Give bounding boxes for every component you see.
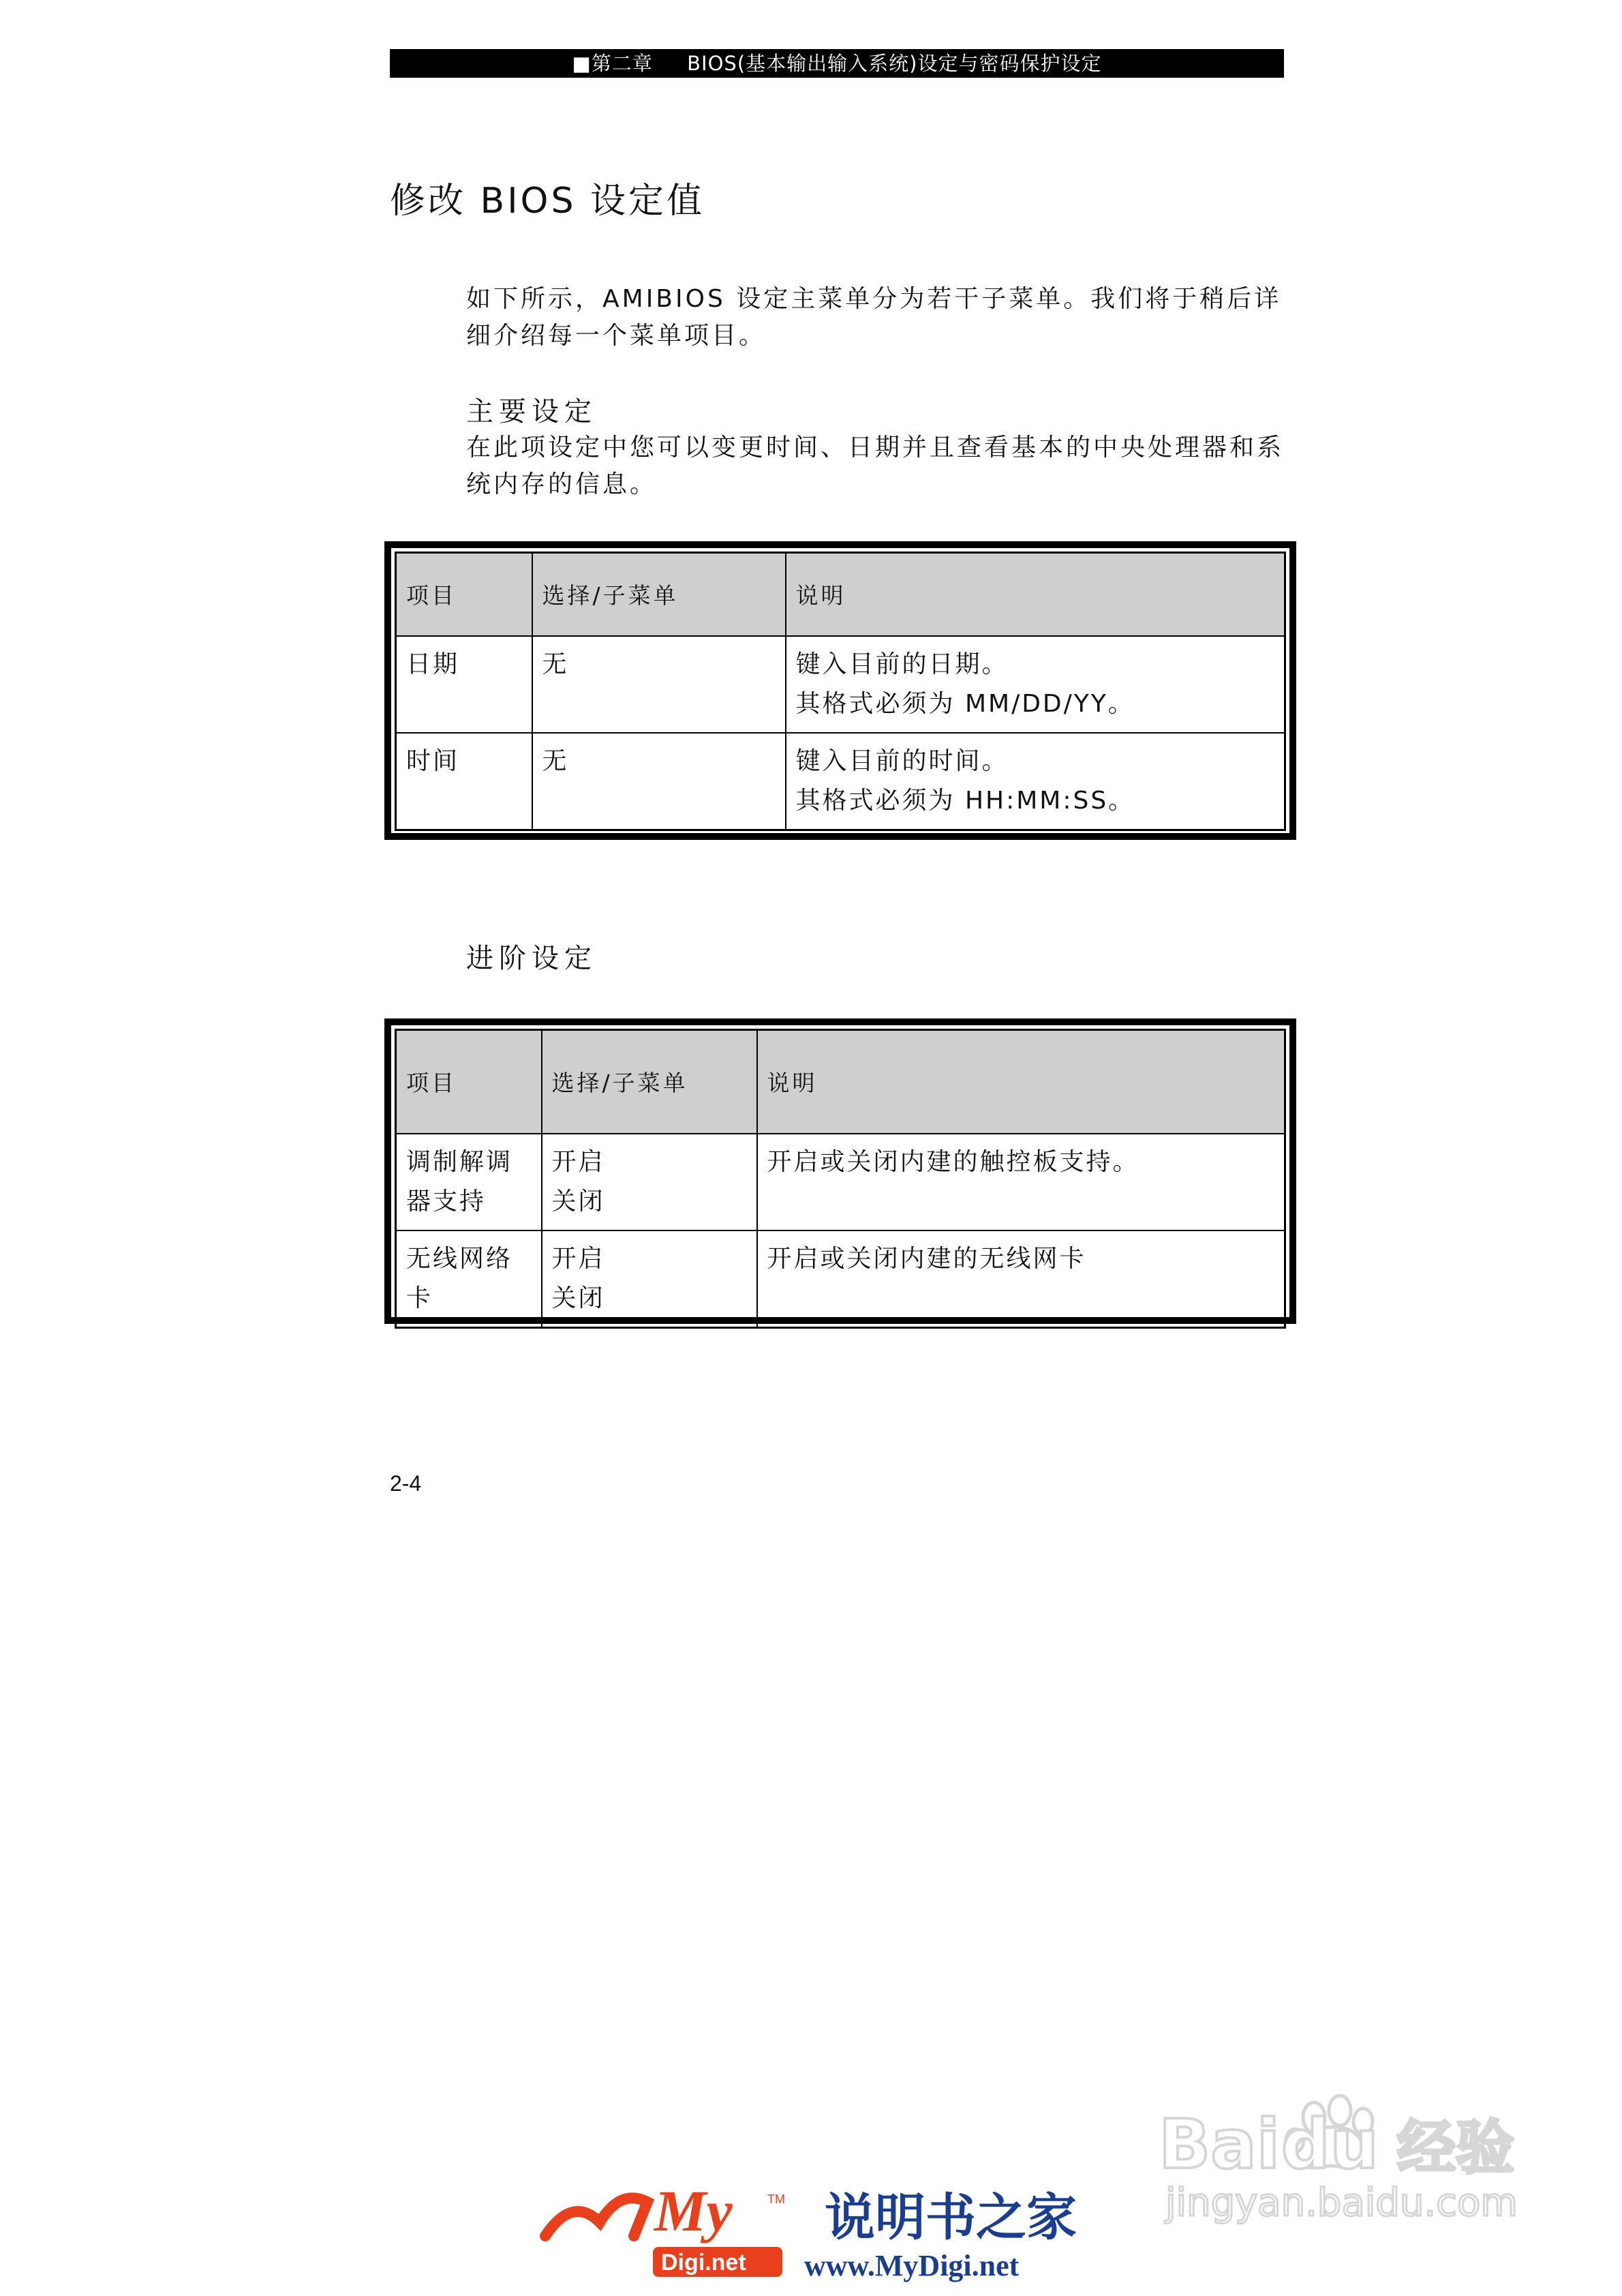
option-value: 关闭 <box>551 1284 605 1312</box>
cell-description: 开启或关闭内建的触控板支持。 <box>757 1134 1285 1230</box>
table-row <box>396 1230 1285 1328</box>
cell-option: 无 <box>532 636 786 733</box>
cell-item: 调制解调器支持 <box>396 1134 542 1230</box>
option-value: 开启 <box>551 1244 605 1273</box>
table-row <box>396 733 1285 830</box>
description-line: 其格式必须为 MM/DD/YY。 <box>795 689 1135 718</box>
chapter-header-bar <box>390 49 1284 78</box>
cell-option: 无 <box>532 733 786 830</box>
table-row <box>396 636 1285 733</box>
column-header-item: 项目 <box>396 1030 542 1134</box>
page-title: 修改 BIOS 设定值 <box>390 181 705 222</box>
mydigi-site-title: 说明书之家 <box>825 2188 1077 2247</box>
chapter-marker: ■第二章 <box>572 52 653 75</box>
main-settings-table <box>395 552 1286 831</box>
watermark-suffix: 经验 <box>1397 2114 1514 2182</box>
option-value: 开启 <box>551 1147 605 1176</box>
table-header-row <box>396 1030 1285 1134</box>
trademark-mark: TM <box>767 2192 785 2206</box>
cell-item: 无线网络卡 <box>396 1230 542 1328</box>
advanced-settings-table-frame <box>384 1018 1296 1324</box>
watermark-brand-second: du <box>1281 2104 1379 2184</box>
watermark-url: jingyan.baidu.com <box>1165 2181 1518 2225</box>
intro-paragraph: 如下所示，AMIBIOS 设定主菜单分为若干子菜单。我们将于稍后详细介绍每一个菜单项目。 <box>466 285 1282 350</box>
chapter-title: BIOS(基本输出输入系统)设定与密码保护设定 <box>687 52 1102 75</box>
advanced-settings-heading: 进阶设定 <box>466 943 597 974</box>
mydigi-footer-logo <box>538 2181 1097 2284</box>
column-header-option: 选择/子菜单 <box>532 553 786 636</box>
main-settings-description: 在此项设定中您可以变更时间、日期并且查看基本的中央处理器和系统内存的信息。 <box>466 434 1285 498</box>
description-line: 其格式必须为 HH:MM:SS。 <box>795 786 1135 815</box>
cell-description: 开启或关闭内建的无线网卡 <box>757 1230 1285 1328</box>
table-header-row <box>396 553 1285 636</box>
column-header-description: 说明 <box>786 553 1285 636</box>
option-value: 关闭 <box>551 1187 605 1215</box>
cell-option <box>542 1134 757 1230</box>
page-number: 2-4 <box>390 1471 422 1496</box>
description-line: 键入目前的日期。 <box>795 650 1009 678</box>
mydigi-badge-text: Digi.net <box>661 2250 746 2276</box>
cell-description <box>786 733 1285 830</box>
column-header-item: 项目 <box>396 553 532 636</box>
column-header-description: 说明 <box>757 1030 1285 1134</box>
mydigi-site-url: www.MyDigi.net <box>804 2249 1020 2282</box>
cell-item: 日期 <box>396 636 532 733</box>
watermark-brand: Bai <box>1159 2104 1280 2184</box>
mydigi-logo-text: My <box>654 2181 733 2244</box>
description-line: 键入目前的时间。 <box>795 746 1009 775</box>
mydigi-swoosh-icon <box>545 2198 647 2236</box>
main-settings-heading: 主要设定 <box>466 396 597 427</box>
cell-description <box>786 636 1285 733</box>
cell-option <box>542 1230 757 1328</box>
main-settings-table-frame <box>384 541 1296 840</box>
cell-item: 时间 <box>396 733 532 830</box>
baidu-jingyan-watermark <box>1159 2086 1540 2229</box>
advanced-settings-table <box>395 1029 1286 1329</box>
column-header-option: 选择/子菜单 <box>542 1030 757 1134</box>
table-row <box>396 1134 1285 1230</box>
